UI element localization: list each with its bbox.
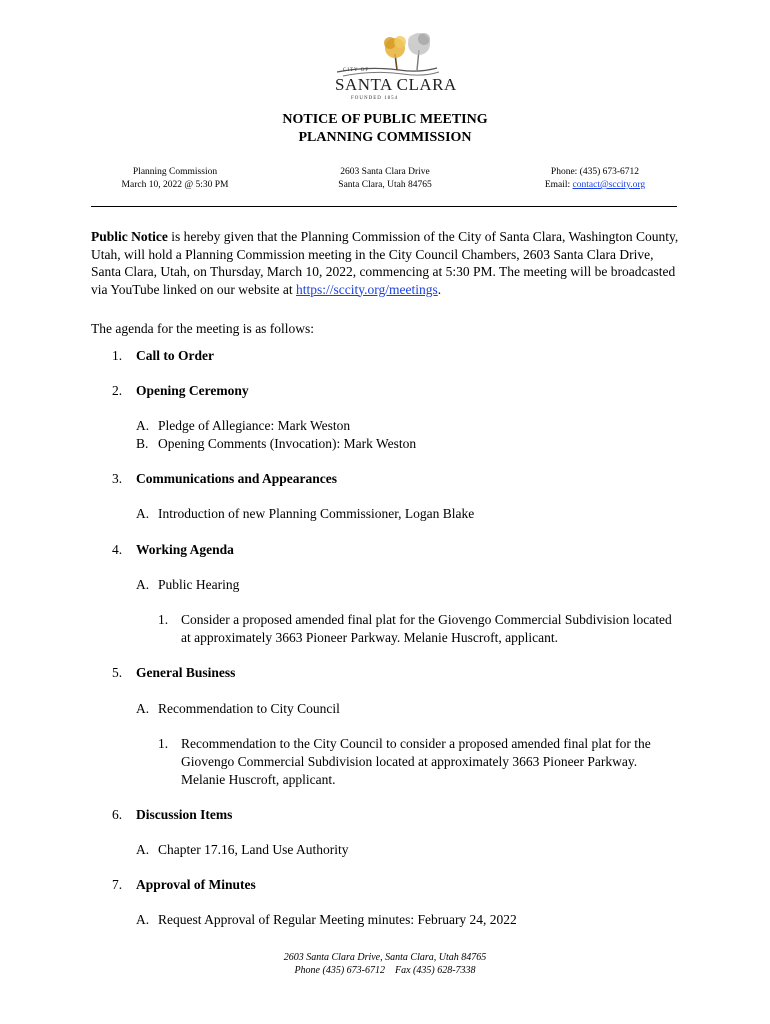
- footer-phone-fax: Phone (435) 673-6712 Fax (435) 628-7338: [294, 965, 476, 976]
- agenda-item-working-agenda: [136, 541, 234, 559]
- agenda-number: 4.: [112, 542, 123, 557]
- header-contact: [520, 166, 670, 192]
- sub-item-recommendation: Recommendation to City Council: [158, 701, 340, 716]
- header-email-line: [520, 179, 670, 192]
- sub-letter: A.: [136, 701, 150, 716]
- recommendation-line-3: Melanie Huscroft, applicant.: [181, 772, 336, 787]
- sub-letter: A.: [136, 418, 150, 433]
- sub-item-chapter: Chapter 17.16, Land Use Authority: [158, 842, 349, 857]
- logo-founded: FOUNDED 1854: [351, 96, 399, 101]
- recommendation-line-1: Recommendation to the City Council to consider a proposed amended final plat for the: [181, 736, 651, 751]
- hearing-item-line-2: at approximately 3663 Pioneer Parkway. Melanie Huscroft, applicant.: [181, 630, 559, 645]
- agenda-item-minutes: [136, 876, 256, 894]
- agenda-item-discussion: [136, 806, 232, 824]
- recommendation-line-2: Giovengo Commercial Subdivision located at approximately 3663 Pioneer Parkway.: [181, 754, 638, 769]
- sub-item-invocation: Opening Comments (Invocation): Mark Weston: [158, 436, 417, 451]
- sub-item-introduction: Introduction of new Planning Commissioner, Logan Blake: [158, 506, 475, 521]
- footer-address: 2603 Santa Clara Drive, Santa Clara, Utah 84765: [283, 952, 487, 963]
- sub-letter: A.: [136, 506, 150, 521]
- sub-sub-number: 1.: [158, 612, 169, 627]
- sub-item-public-hearing: Public Hearing: [158, 577, 240, 592]
- email-link[interactable]: contact@sccity.org: [572, 180, 646, 190]
- city-logo: [329, 32, 457, 104]
- agenda-intro: The agenda for the meeting is as follows:: [91, 321, 315, 336]
- agenda-heading: Communications and Appearances: [136, 471, 338, 486]
- agenda-heading: Opening Ceremony: [136, 383, 249, 398]
- email-label: Email:: [544, 180, 573, 190]
- notice-period: .: [437, 281, 442, 297]
- agenda-heading: Approval of Minutes: [136, 877, 256, 892]
- logo-city-of: CITY OF: [343, 68, 370, 73]
- sub-sub-number: 1.: [158, 736, 169, 751]
- commission-title: PLANNING COMMISSION: [298, 130, 472, 145]
- notice-title: NOTICE OF PUBLIC MEETING: [282, 112, 488, 127]
- agenda-number: 7.: [112, 877, 123, 892]
- notice-line-2: Utah, will hold a Planning Commission meeting in the City Council Chambers, 2603 Santa Clara Drive,: [91, 246, 654, 262]
- header-phone: Phone: (435) 673-6712: [550, 167, 640, 177]
- header-city: Santa Clara, Utah 84765: [338, 180, 432, 190]
- hearing-item-line-1: Consider a proposed amended final plat for the Giovengo Commercial Subdivision located: [181, 612, 672, 627]
- agenda-number: 1.: [112, 348, 123, 363]
- public-notice-lead: Public Notice: [91, 229, 168, 244]
- notice-line-4: via YouTube linked on our website at: [91, 281, 296, 297]
- agenda-number: 6.: [112, 807, 123, 822]
- agenda-item-call-to-order: [136, 347, 214, 365]
- sub-item-pledge: Pledge of Allegiance: Mark Weston: [158, 418, 351, 433]
- header-address: [310, 166, 460, 192]
- agenda-number: 2.: [112, 383, 123, 398]
- sub-letter: B.: [136, 436, 149, 451]
- agenda-item-communications: [136, 470, 337, 488]
- logo-city-name: SANTA CLARA: [335, 75, 457, 94]
- header-divider: [91, 206, 677, 207]
- agenda-number: 3.: [112, 471, 123, 486]
- agenda-heading: Working Agenda: [136, 542, 234, 557]
- meetings-link[interactable]: https://sccity.org/meetings: [296, 281, 438, 297]
- agenda-item-opening-ceremony: [136, 382, 249, 400]
- agenda-heading: Call to Order: [136, 348, 214, 363]
- sub-letter: A.: [136, 842, 150, 857]
- header-street: 2603 Santa Clara Drive: [340, 167, 430, 177]
- header-body-name: Planning Commission: [132, 167, 218, 177]
- agenda-number: 5.: [112, 665, 123, 680]
- notice-line-3: Santa Clara, Utah, on Thursday, March 10, 2022, commencing at 5:30 PM. The meeting will be broadcasted: [91, 264, 676, 279]
- agenda-heading: General Business: [136, 665, 236, 680]
- notice-line-1: is hereby given that the Planning Commission of the City of Santa Clara, Washington County,: [167, 229, 679, 244]
- sub-letter: A.: [136, 577, 150, 592]
- sub-item-minutes-approval: Request Approval of Regular Meeting minutes: February 24, 2022: [158, 912, 517, 927]
- agenda-heading: Discussion Items: [136, 807, 233, 822]
- public-notice-paragraph: [91, 228, 691, 298]
- header-meeting-info: [100, 166, 250, 192]
- header-meeting-date: March 10, 2022 @ 5:30 PM: [121, 180, 229, 190]
- agenda-item-general-business: [136, 664, 235, 682]
- sub-letter: A.: [136, 912, 150, 927]
